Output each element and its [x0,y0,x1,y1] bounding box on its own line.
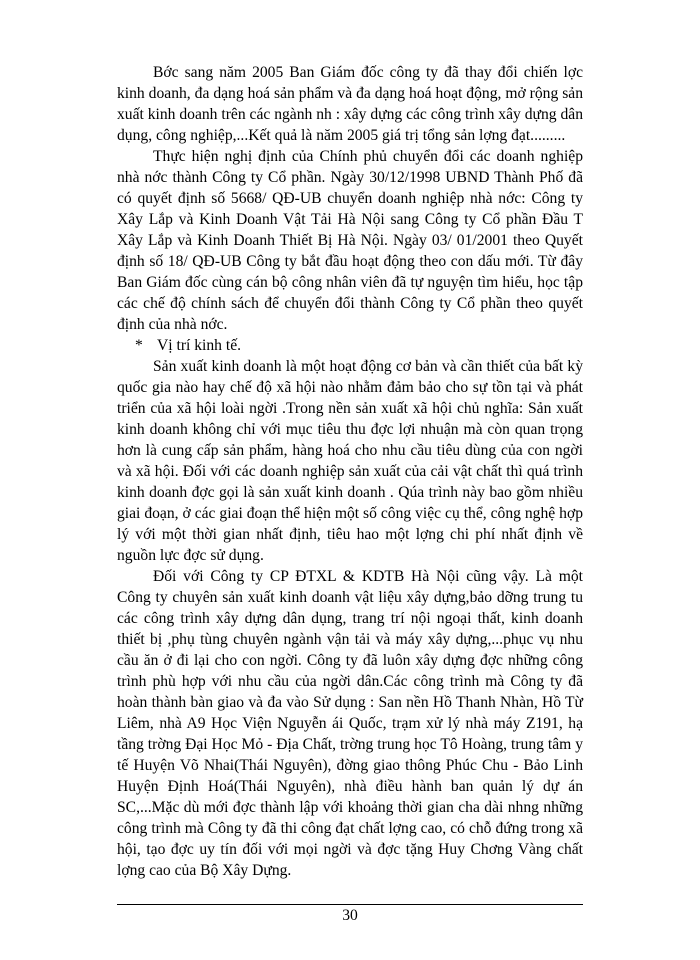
paragraph-equitization: Thực hiện nghị định của Chính phủ chuyển đổi các doanh nghiệp nhà nớc thành Công ty Cổ phần. Ngày 30/12/1998 UBND Thành Phố đã có quyết định số 5668/ QĐ-UB chuyển doanh nghiệp nhà nớc: Công ty Xây Lắp và Kinh Doanh Vật Tải Hà Nội sang Công ty Cổ phần Đầu T Xây Lắp và Kinh Doanh Thiết Bị Hà Nội. Ngày 03/ 01/2001 theo Quyết định số 18/ QĐ-UB Công ty bắt đầu hoạt động theo con dấu mới. Từ đây Ban Giám đốc cùng cán bộ công nhân viên đã tự nguyện tìm hiểu, học tập các chế độ chính sách để chuyển đổi thành Công ty Cổ phần theo quyết định của nhà nớc. [117,148,583,333]
asterisk-bullet-icon: * [135,337,143,354]
bullet-item-label: Vị trí kinh tế. [157,337,242,354]
paragraph-company-projects: Đối với Công ty CP ĐTXL & KDTB Hà Nội cũng vậy. Là một Công ty chuyên sản xuất kinh doanh vật liệu xây dựng,bảo dỡng trung tu các công trình xây dựng dân dụng, trang trí nội ngoại thất, kinh doanh thiết bị ,phụ tùng chuyên ngành vận tải và máy xây dựng,...phục vụ nhu cầu ăn ở đi lại cho con ngời. Công ty đã luôn xây dựng đợc những công trình phù hợp với nhu cầu của ngời dân.Các công trình mà Công ty đã hoàn thành bàn giao và đa vào Sử dụng : San nền Hồ Thanh Nhàn, Hồ Từ Liêm, nhà A9 Học Viện Nguyễn ái Quốc, trạm xử lý nhà máy Z191, hạ tầng trờng Đại Học Mỏ - Địa Chất, trờng trung học Tô Hoàng, trung tâm y tế Huyện Võ Nhai(Thái Nguyên), đờng giao thông Phúc Chu - Bảo Linh Huyện Định Hoá(Thái Nguyên), nhà điều hành ban quản lý dự án SC,...Mặc dù mới đợc thành lập với khoảng thời gian cha dài nhng những công trình mà Công ty đã thi công đạt chất lợng cao, có chỗ đứng trong xã hội, tạo đợc uy tín đối với mọi ngời và đợc tặng Huy Chơng Vàng chất lợng cao của Bộ Xây Dựng. [117,568,583,879]
bullet-item-economic-position [117,335,583,356]
footer-divider [117,904,583,905]
page-number: 30 [342,907,358,924]
document-body [117,62,583,881]
paragraph-production-business: Sản xuất kinh doanh là một hoạt động cơ bản và cần thiết của bất kỳ quốc gia nào hay chế độ xã hội nào nhằm đảm bảo cho sự tồn tại và phát triển của xã hội loài ngời .Trong nền sản xuất xã hội chủ nghĩa: Sản xuất kinh doanh không chỉ với mục tiêu thu đợc lợi nhuận mà còn quan trọng hơn là cung cấp sản phẩm, hàng hoá cho nhu cầu tiêu dùng của con ngời và xã hội. Đối với các doanh nghiệp sản xuất của cải vật chất thì quá trình kinh doanh đợc gọi là sản xuất kinh doanh . Qúa trình này bao gồm nhiều giai đoạn, ở các giai đoạn thể hiện một số công việc cụ thể, công nghệ hợp lý với một thời gian nhất định, tiêu hao một lợng chi phí nhất định về nguồn lực đợc sử dụng. [117,358,583,564]
paragraph-strategy-change: Bớc sang năm 2005 Ban Giám đốc công ty đã thay đổi chiến lợc kinh doanh, đa dạng hoá sản phẩm và đa dạng hoá hoạt động, mở rộng sản xuất kinh doanh trên các ngành nh : xây dựng các công trình xây dựng dân dụng, công nghiệp,...Kết quả là năm 2005 giá trị tổng sản lợng đạt......... [117,64,583,144]
